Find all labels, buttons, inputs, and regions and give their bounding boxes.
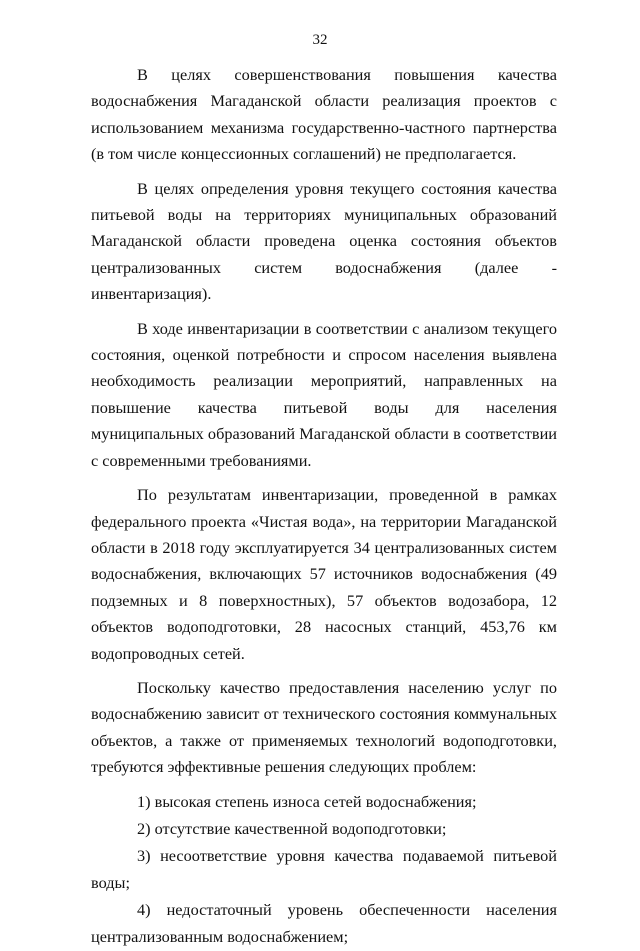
- paragraph-inventory-results: По результатам инвентаризации, проведенной в рамках федерального проекта «Чистая вода», на территории Магаданской области в 2018 году эксплуатируется 34 централизованных систем водоснабжения, включающих 57 источников водоснабжения (49 подземных и 8 поверхностных), 57 объектов водозабора, 12 объектов водоподготовки, 28 насосных станций, 453,76 км водопроводных сетей.: [91, 485, 557, 663]
- document-body: [91, 62, 557, 951]
- list-item-no-water-treatment: 2) отсутствие качественной водоподготовки;: [137, 818, 447, 838]
- page-number: 32: [312, 32, 328, 48]
- list-item-insufficient-coverage: 4) недостаточный уровень обеспеченности населения централизованным водоснабжением;: [91, 900, 557, 946]
- list-item-quality-mismatch: 3) несоответствие уровня качества подаваемой питьевой воды;: [91, 846, 557, 892]
- paragraph-inventory-purpose: В целях определения уровня текущего состояния качества питьевой воды на территориях муниципальных образований Магаданской области проведена оценка состояния объектов централизованных систем водоснабжения (далее - инвентаризация).: [91, 178, 557, 304]
- list-item-network-wear: 1) высокая степень износа сетей водоснабжения;: [137, 791, 477, 811]
- paragraph-inventory-findings: В ходе инвентаризации в соответствии с анализом текущего состояния, оценкой потребности и спросом населения выявлена необходимость реализации мероприятий, направленных на повышение качества питьевой воды для населения муниципальных образований Магаданской области в соответствии с современными требованиями.: [91, 318, 557, 470]
- paragraph-problems-intro: Поскольку качество предоставления населению услуг по водоснабжению зависит от технического состояния коммунальных объектов, а также от применяемых технологий водоподготовки, требуются эффективные решения следующих проблем:: [91, 677, 557, 777]
- paragraph-ppp-not-planned: В целях совершенствования повышения качества водоснабжения Магаданской области реализация проектов с использованием механизма государственно-частного партнерства (в том числе концессионных соглашений) не предполагается.: [91, 65, 557, 164]
